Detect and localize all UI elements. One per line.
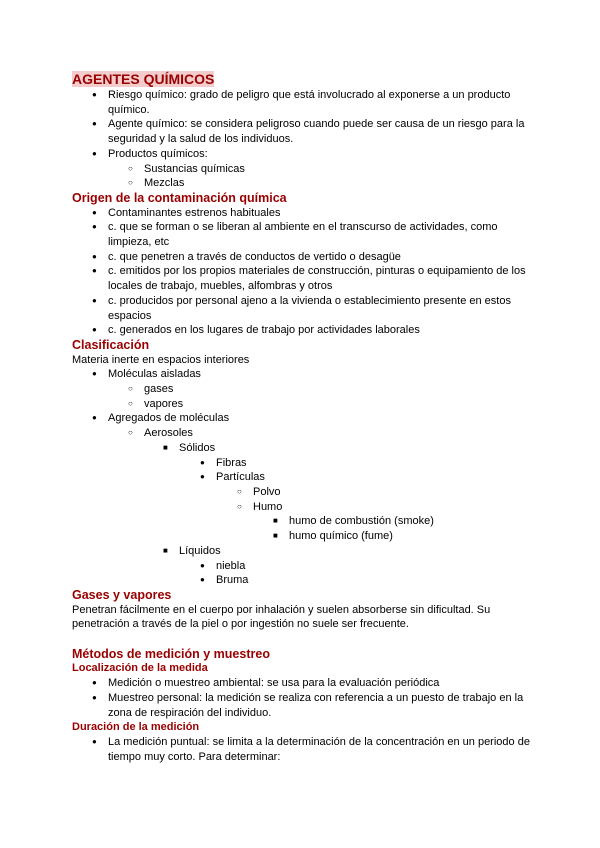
bullet-icon: ●: [92, 90, 97, 99]
list-item-text: Aerosoles: [144, 427, 193, 440]
bullet-icon: ■: [273, 516, 278, 526]
list-item: [72, 426, 542, 441]
bullet-icon: ■: [273, 531, 278, 541]
list-item-text: Sólidos: [179, 441, 216, 454]
list-item-text: c. producidos por personal ajeno a la vivienda o establecimiento presente en estos espacios: [108, 294, 511, 322]
bullet-icon: ●: [200, 457, 205, 467]
list-item: [72, 162, 542, 177]
list-item: [72, 529, 542, 544]
list-item-text: c. generados en los lugares de trabajo por actividades laborales: [108, 324, 420, 337]
list-item: [72, 220, 542, 249]
bullet-icon: ○: [128, 163, 133, 173]
list-item: [72, 470, 542, 485]
list-item-text: Fibras: [216, 456, 247, 469]
list-item-text: niebla: [216, 559, 246, 572]
bullet-icon: ●: [200, 472, 205, 482]
list-item-text: Partículas: [216, 471, 265, 484]
bullet-icon: ●: [92, 692, 97, 702]
list-item: [72, 206, 542, 221]
bullet-icon: ●: [92, 413, 97, 423]
heading: [72, 720, 542, 735]
list-item: [72, 117, 542, 146]
list-item-text: Bruma: [216, 574, 249, 587]
list-item-text: Moléculas aisladas: [108, 368, 201, 381]
list-item: [72, 264, 542, 293]
list-item: [72, 397, 542, 412]
heading: [72, 191, 542, 206]
list-item: [72, 559, 542, 574]
bullet-icon: ○: [128, 398, 133, 408]
heading: [72, 647, 542, 662]
list-item-text: c. emitidos por los propios materiales de construcción, pinturas o equipamiento de los locales de trabajo, muebles, alfombras y otros: [108, 265, 526, 293]
bullet-icon: ○: [237, 486, 242, 496]
list-item-text: Agente químico: se considera peligroso cuando puede ser causa de un riesgo para la seguridad y la salud de los individuos.: [108, 118, 525, 146]
list-item: [72, 500, 542, 515]
list-item-text: La medición puntual: se limita a la determinación de la concentración en un periodo de tiempo muy corto. Para determinar:: [108, 735, 530, 763]
list-item: [72, 485, 542, 500]
bullet-icon: ●: [92, 678, 97, 688]
list-item-text: Polvo: [253, 485, 281, 498]
list-item-text: Líquidos: [179, 544, 221, 557]
bullet-icon: ●: [92, 251, 97, 261]
bullet-icon: ●: [92, 222, 97, 232]
list-item-text: Mezclas: [144, 177, 185, 190]
heading-text: Origen de la contaminación química: [72, 190, 287, 205]
paragraph: Materia inerte en espacios interiores: [72, 353, 250, 366]
list-item: [72, 147, 542, 162]
list-item: [72, 323, 542, 338]
bullet-icon: ●: [92, 369, 97, 379]
heading: [72, 71, 542, 87]
list-item: [72, 514, 542, 529]
list-item: [72, 691, 542, 720]
list-item: [72, 176, 542, 191]
list-item: [72, 411, 542, 426]
list-item: [72, 250, 542, 265]
paragraph: Penetran fácilmente en el cuerpo por inhalación y suelen absorberse sin dificultad. Su penetración a través de la piel o por ingestión no suele ser frecuente.: [72, 603, 491, 631]
list-item-text: Medición o muestreo ambiental: se usa para la evaluación periódica: [108, 677, 440, 690]
bullet-icon: ○: [128, 428, 133, 438]
heading: [72, 661, 542, 676]
list-item-text: Agregados de moléculas: [108, 412, 230, 425]
heading-text: Localización de la medida: [72, 662, 208, 675]
bullet-icon: ●: [92, 148, 97, 158]
bullet-icon: ●: [200, 575, 205, 585]
list-item: [72, 676, 542, 691]
bullet-icon: ○: [128, 384, 133, 394]
heading-text: Gases y vapores: [72, 587, 172, 602]
bullet-icon: ○: [237, 501, 242, 511]
heading-text: Clasificación: [72, 337, 150, 352]
list-item-text: Muestreo personal: la medición se realiza con referencia a un puesto de trabajo en la zona de respiración del individuo.: [108, 691, 524, 719]
list-item: [72, 441, 542, 456]
list-item-text: Riesgo químico: grado de peligro que está involucrado al exponerse a un producto químico.: [108, 89, 511, 116]
bullet-icon: ●: [200, 560, 205, 570]
list-item: [72, 367, 542, 382]
list-item: [72, 382, 542, 397]
bullet-icon: ●: [92, 736, 97, 746]
list-item-text: c. que se forman o se liberan al ambiente en el transcurso de actividades, como limpieza, etc: [108, 221, 498, 249]
heading-text: AGENTES QUÍMICOS: [72, 71, 215, 87]
list-item: [72, 544, 542, 559]
list-item: [72, 88, 542, 117]
bullet-icon: ●: [92, 325, 97, 335]
list-item-text: humo químico (fume): [289, 530, 393, 543]
list-item: [72, 294, 542, 323]
heading: [72, 338, 542, 353]
list-item-text: Contaminantes estrenos habituales: [108, 206, 281, 219]
heading-text: Métodos de medición y muestreo: [72, 646, 270, 661]
bullet-icon: ●: [92, 207, 97, 217]
list-item: [72, 573, 542, 588]
list-item-text: humo de combustión (smoke): [289, 515, 434, 528]
list-item-text: vapores: [144, 397, 184, 410]
bullet-icon: ○: [128, 178, 133, 188]
bullet-icon: ●: [92, 119, 97, 129]
list-item-text: c. que penetren a través de conductos de vertido o desagüe: [108, 250, 401, 263]
bullet-icon: ■: [163, 442, 168, 452]
spacer: [72, 632, 542, 647]
heading-text: Duración de la medición: [72, 721, 200, 734]
bullet-icon: ●: [92, 295, 97, 305]
bullet-icon: ■: [163, 545, 168, 555]
list-item: [72, 735, 542, 764]
list-item-text: Humo: [253, 500, 283, 513]
list-item: [72, 456, 542, 471]
bullet-icon: ●: [92, 266, 97, 276]
document-page: [72, 71, 542, 764]
list-item-text: gases: [144, 383, 174, 396]
list-item-text: Productos químicos:: [108, 147, 208, 160]
list-item-text: Sustancias químicas: [144, 162, 245, 175]
heading: [72, 588, 542, 603]
